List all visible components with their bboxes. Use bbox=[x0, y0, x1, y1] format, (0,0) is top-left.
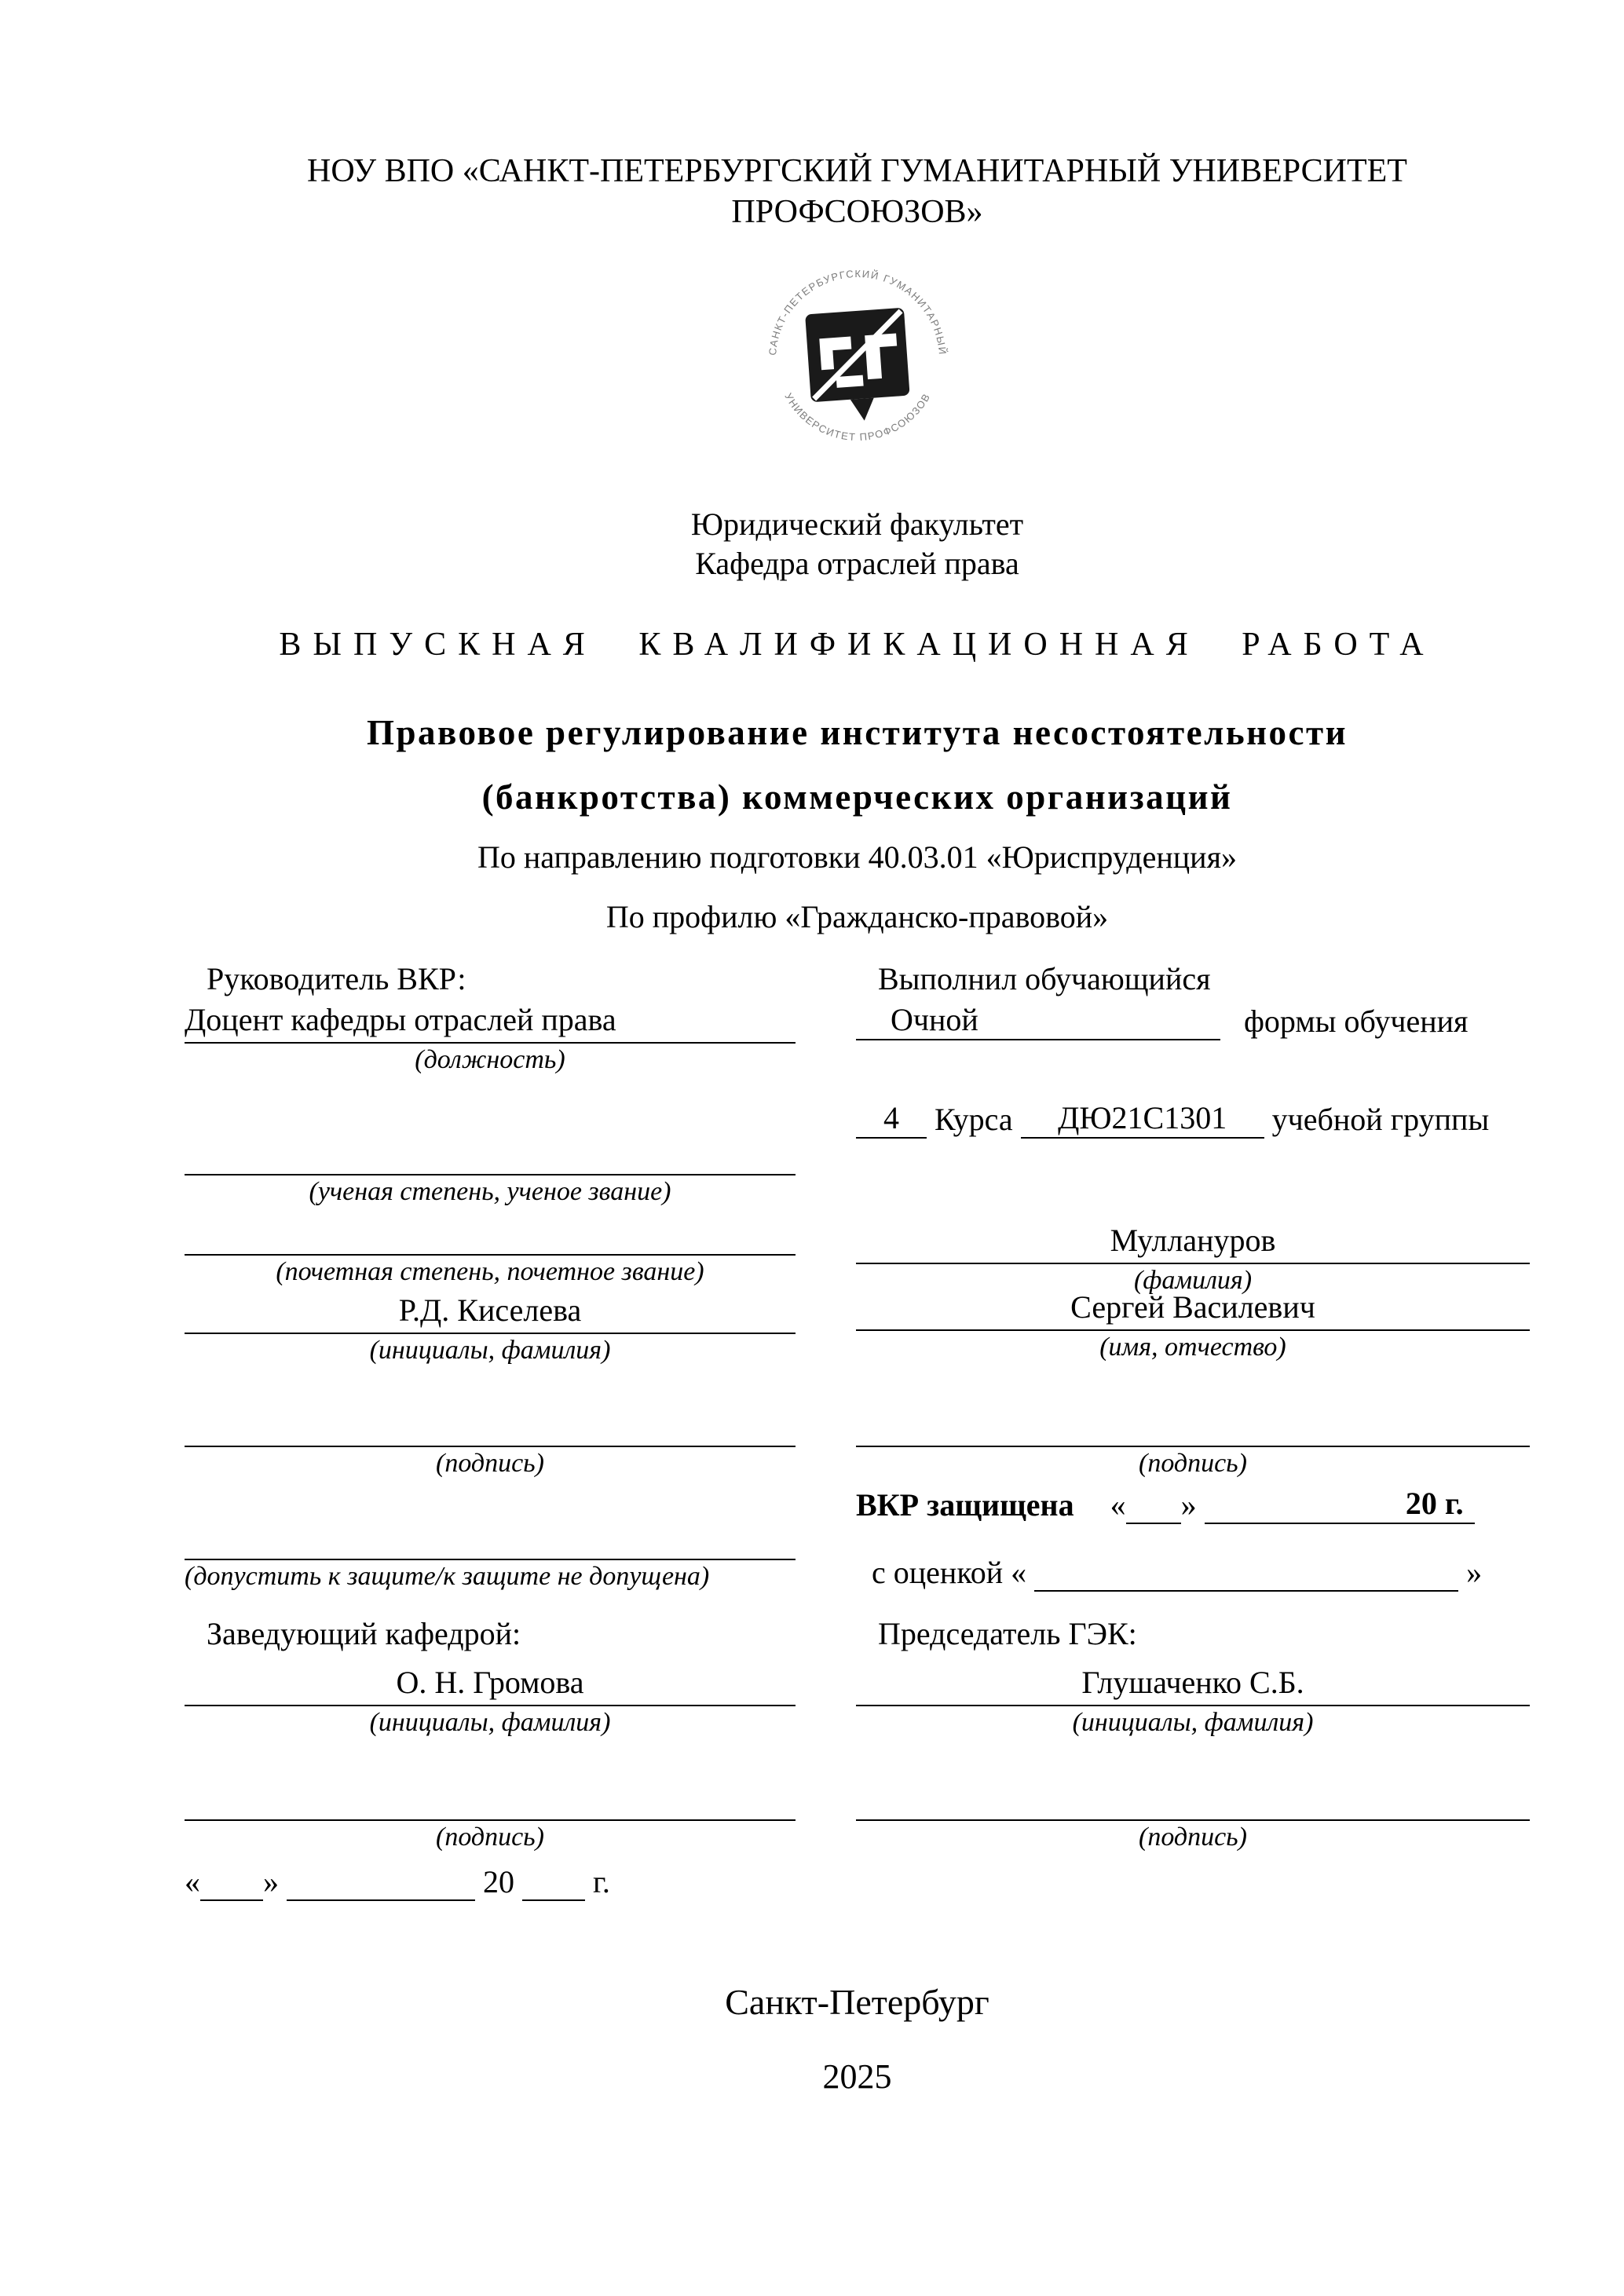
date-year-blank bbox=[522, 1862, 585, 1901]
logo-ring-top-text: САНКТ-ПЕТЕРБУРГСКИЙ ГУМАНИТАРНЫЙ bbox=[766, 267, 949, 356]
department-name: Кафедра отраслей права bbox=[695, 546, 1019, 581]
admit-field bbox=[185, 1527, 796, 1593]
chairman-initials-caption: (инициалы, фамилия) bbox=[1072, 1708, 1314, 1737]
position-caption: (должность) bbox=[415, 1045, 565, 1074]
study-form-row bbox=[856, 1001, 1530, 1040]
date-month-blank bbox=[287, 1862, 475, 1901]
chairman-signature-caption: (подпись) bbox=[1139, 1823, 1247, 1852]
chairman-signature-line bbox=[856, 1788, 1530, 1821]
head-signature-caption: (подпись) bbox=[436, 1823, 544, 1852]
degree-caption: (ученая степень, ученое звание) bbox=[309, 1177, 671, 1206]
supervisor-signature-caption: (подпись) bbox=[436, 1449, 544, 1478]
defended-open-quote: « bbox=[1110, 1487, 1126, 1523]
date-year-prefix: 20 bbox=[483, 1864, 514, 1899]
supervisor-name-field bbox=[185, 1290, 796, 1367]
footer-city: Санкт-Петербург bbox=[725, 1982, 989, 2022]
position-field bbox=[185, 1000, 796, 1077]
footer-year: 2025 bbox=[822, 2057, 892, 2096]
supervisor-name-value: Р.Д. Киселева bbox=[185, 1290, 796, 1334]
position-value: Доцент кафедры отраслей права bbox=[185, 1000, 796, 1044]
faculty-name: Юридический факультет bbox=[690, 506, 1024, 542]
course-number-line bbox=[856, 1099, 927, 1139]
grade-label: с оценкой « bbox=[872, 1555, 1027, 1590]
group-value: ДЮ21С1301 bbox=[1058, 1100, 1227, 1135]
group-suffix: учебной группы bbox=[1271, 1102, 1490, 1137]
university-emblem-icon bbox=[759, 261, 956, 457]
date-row bbox=[185, 1862, 796, 1901]
degree-field bbox=[185, 1143, 796, 1208]
head-name-value: О. Н. Громова bbox=[185, 1662, 796, 1706]
date-open-quote: « bbox=[185, 1864, 200, 1899]
degree-blank-line bbox=[185, 1143, 796, 1175]
study-profile: По профилю «Гражданско-правовой» bbox=[605, 899, 1109, 934]
logo-ring-bottom-text: УНИВЕРСИТЕТ ПРОФСОЮЗОВ bbox=[781, 390, 933, 444]
logo-container bbox=[185, 261, 1530, 461]
head-signature-line bbox=[185, 1788, 796, 1821]
course-number: 4 bbox=[883, 1100, 899, 1135]
student-signature-line bbox=[856, 1414, 1530, 1447]
performed-by-label: Выполнил обучающийся bbox=[878, 961, 1211, 996]
grade-close-quote: » bbox=[1466, 1555, 1483, 1590]
honorary-field bbox=[185, 1223, 796, 1289]
surname-field bbox=[856, 1220, 1530, 1297]
date-close-quote: » bbox=[263, 1864, 279, 1899]
date-day-blank bbox=[200, 1862, 263, 1901]
supervisor-label: Руководитель ВКР: bbox=[207, 961, 466, 996]
work-title-line2: (банкротства) коммерческих организаций bbox=[481, 777, 1233, 817]
supervisor-signature-line bbox=[185, 1414, 796, 1447]
honorary-blank-line bbox=[185, 1223, 796, 1256]
date-year-suffix: г. bbox=[593, 1864, 610, 1899]
defended-day-blank bbox=[1126, 1485, 1181, 1524]
study-form-value: Очной bbox=[891, 1002, 978, 1037]
study-form-line bbox=[856, 1001, 1220, 1040]
head-initials-caption: (инициалы, фамилия) bbox=[369, 1708, 611, 1737]
grade-row bbox=[856, 1552, 1545, 1592]
surname-caption: (фамилия) bbox=[1133, 1266, 1253, 1295]
study-form-suffix: формы обучения bbox=[1244, 1004, 1469, 1039]
student-signature-field bbox=[856, 1414, 1530, 1480]
head-signature-field bbox=[185, 1788, 796, 1854]
defended-close-quote: » bbox=[1180, 1487, 1197, 1523]
defended-label: ВКР защищена bbox=[856, 1487, 1074, 1523]
work-title-line1: Правовое регулирование института несостоятельности bbox=[366, 713, 1348, 752]
defended-row bbox=[856, 1485, 1530, 1524]
chairman-name-value: Глушаченко С.Б. bbox=[856, 1662, 1530, 1706]
course-row bbox=[856, 1099, 1530, 1139]
university-name-line2: ПРОФСОЮЗОВ» bbox=[731, 194, 983, 230]
given-name-field bbox=[856, 1287, 1530, 1364]
chairman-signature-field bbox=[856, 1788, 1530, 1854]
student-signature-caption: (подпись) bbox=[1139, 1449, 1247, 1478]
honorary-caption: (почетная степень, почетное звание) bbox=[276, 1257, 704, 1286]
university-name-line1: НОУ ВПО «САНКТ-ПЕТЕРБУРГСКИЙ ГУМАНИТАРНЫЙ УНИВЕРСИТЕТ bbox=[307, 153, 1407, 189]
surname-value: Муллануров bbox=[856, 1220, 1530, 1264]
study-direction: По направлению подготовки 40.03.01 «Юриспруденция» bbox=[477, 839, 1237, 875]
defended-month-line bbox=[1205, 1485, 1475, 1524]
head-of-department-label: Заведующий кафедрой: bbox=[207, 1616, 521, 1651]
head-name-field bbox=[185, 1662, 796, 1739]
course-label: Курса bbox=[935, 1102, 1013, 1137]
group-line bbox=[1021, 1099, 1264, 1139]
work-type-heading: ВЫПУСКНАЯ КВАЛИФИКАЦИОННАЯ РАБОТА bbox=[279, 627, 1436, 663]
grade-blank bbox=[1034, 1552, 1458, 1592]
admit-caption: (допустить к защите/к защите не допущена) bbox=[185, 1562, 710, 1591]
chairman-label: Председатель ГЭК: bbox=[878, 1616, 1137, 1651]
supervisor-initials-caption: (инициалы, фамилия) bbox=[369, 1336, 611, 1365]
defended-year: 20 г. bbox=[1405, 1486, 1464, 1521]
supervisor-signature-field bbox=[185, 1414, 796, 1480]
chairman-name-field bbox=[856, 1662, 1530, 1739]
given-name-caption: (имя, отчество) bbox=[1099, 1333, 1286, 1362]
logo-emblem-mark bbox=[805, 308, 911, 424]
faculty-department-block bbox=[185, 505, 1530, 583]
university-name bbox=[185, 151, 1530, 232]
admit-blank-line bbox=[185, 1527, 796, 1560]
given-name-value: Сергей Василевич bbox=[856, 1287, 1530, 1331]
signature-form-area bbox=[185, 960, 1530, 1914]
